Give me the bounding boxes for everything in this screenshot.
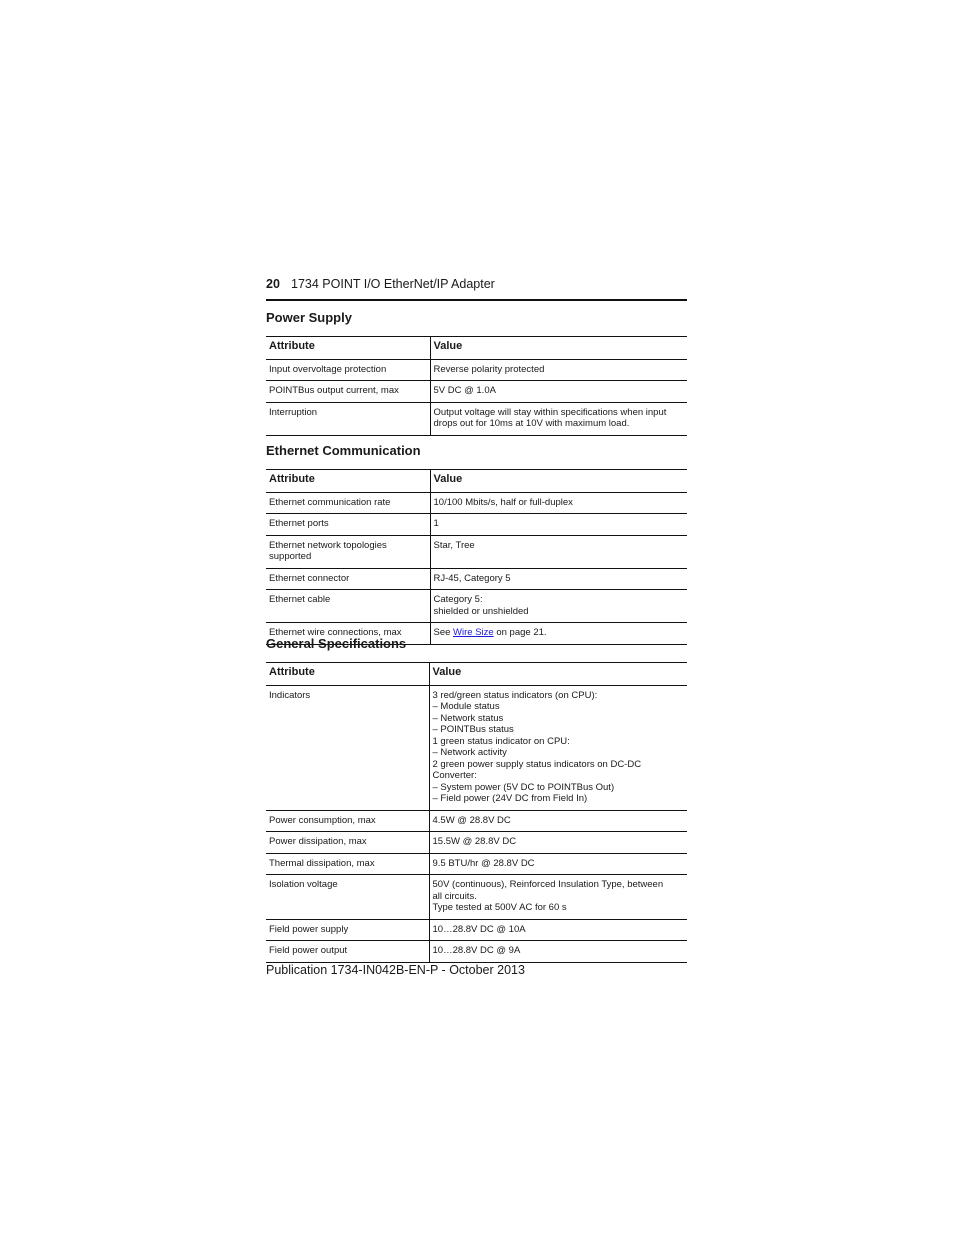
attribute-cell: Ethernet wire connections, max bbox=[266, 623, 430, 645]
ethernet-table bbox=[266, 469, 687, 645]
table-row bbox=[266, 514, 687, 536]
value-line: all circuits. bbox=[432, 890, 477, 902]
attribute-cell: Ethernet communication rate bbox=[266, 492, 430, 514]
attribute-cell: Ethernet connector bbox=[266, 568, 430, 590]
value-cell: 1 bbox=[430, 514, 687, 536]
table-header-row bbox=[266, 470, 687, 493]
attribute-cell: POINTBus output current, max bbox=[266, 381, 430, 403]
section-title-power-supply: Power Supply bbox=[266, 310, 352, 325]
table-row bbox=[266, 381, 687, 403]
value-cell bbox=[430, 623, 687, 645]
value-cell: 10/100 Mbits/s, half or full-duplex bbox=[430, 492, 687, 514]
value-cell: 4.5W @ 28.8V DC bbox=[429, 810, 687, 832]
general-specifications-table bbox=[266, 662, 687, 963]
power-supply-table bbox=[266, 336, 687, 436]
value-line: – System power (5V DC to POINTBus Out) bbox=[432, 781, 615, 793]
attribute-cell: Power dissipation, max bbox=[266, 832, 429, 854]
table-row bbox=[266, 853, 687, 875]
value-prefix: See bbox=[433, 627, 454, 638]
section-title-ethernet-communication: Ethernet Communication bbox=[266, 443, 421, 458]
table-row bbox=[266, 535, 687, 568]
value-cell: 10…28.8V DC @ 9A bbox=[429, 941, 687, 963]
attribute-cell: Indicators bbox=[266, 685, 429, 810]
attribute-cell: Field power supply bbox=[266, 919, 429, 941]
table-row bbox=[266, 832, 687, 854]
attribute-cell: Field power output bbox=[266, 941, 429, 963]
attribute-cell: Ethernet ports bbox=[266, 514, 430, 536]
table-row bbox=[266, 492, 687, 514]
table-header-row bbox=[266, 337, 687, 360]
value-line: – Module status bbox=[432, 701, 500, 712]
value-cell bbox=[429, 875, 687, 920]
table-row bbox=[266, 941, 687, 963]
value-line: – Field power (24V DC from Field In) bbox=[432, 793, 588, 804]
attribute-cell: Interruption bbox=[266, 402, 430, 435]
attribute-cell: Isolation voltage bbox=[266, 875, 429, 920]
column-header-value: Value bbox=[430, 337, 687, 360]
attribute-cell: Power consumption, max bbox=[266, 810, 429, 832]
column-header-value: Value bbox=[430, 470, 687, 493]
value-cell: Reverse polarity protected bbox=[430, 359, 687, 381]
value-line: shielded or unshielded bbox=[433, 605, 529, 617]
value-line: Category 5: bbox=[433, 594, 483, 605]
page-header bbox=[266, 275, 687, 301]
table-row bbox=[266, 568, 687, 590]
value-line: – Network status bbox=[432, 712, 504, 724]
value-cell: 5V DC @ 1.0A bbox=[430, 381, 687, 403]
value-line: 3 red/green status indicators (on CPU): bbox=[432, 689, 598, 701]
attribute-cell: Ethernet network topologies supported bbox=[266, 535, 430, 568]
attribute-cell: Ethernet cable bbox=[266, 590, 430, 623]
value-line: – Network activity bbox=[432, 747, 507, 758]
value-line: 50V (continuous), Reinforced Insulation Type, between bbox=[432, 879, 664, 890]
value-cell bbox=[429, 685, 687, 810]
table-row bbox=[266, 590, 687, 623]
column-header-value: Value bbox=[429, 663, 687, 686]
document-title: 1734 POINT I/O EtherNet/IP Adapter bbox=[291, 277, 495, 291]
table-row bbox=[266, 685, 687, 810]
value-cell: 9.5 BTU/hr @ 28.8V DC bbox=[429, 853, 687, 875]
value-cell: 10…28.8V DC @ 10A bbox=[429, 919, 687, 941]
table-row bbox=[266, 875, 687, 920]
value-suffix: on page 21. bbox=[493, 627, 547, 638]
table-row bbox=[266, 810, 687, 832]
table-header-row bbox=[266, 663, 687, 686]
value-line: Type tested at 500V AC for 60 s bbox=[432, 902, 567, 913]
value-cell: Star, Tree bbox=[430, 535, 687, 568]
column-header-attribute: Attribute bbox=[266, 663, 429, 686]
attribute-cell: Thermal dissipation, max bbox=[266, 853, 429, 875]
value-line: 1 green status indicator on CPU: bbox=[432, 735, 570, 747]
page-number: 20 bbox=[266, 277, 280, 291]
value-cell: 15.5W @ 28.8V DC bbox=[429, 832, 687, 854]
column-header-attribute: Attribute bbox=[266, 337, 430, 360]
column-header-attribute: Attribute bbox=[266, 470, 430, 493]
value-cell: Output voltage will stay within specifications when input drops out for 10ms at 10V with maximum load. bbox=[430, 402, 687, 435]
table-row bbox=[266, 402, 687, 435]
value-line: – POINTBus status bbox=[432, 724, 514, 735]
table-row bbox=[266, 359, 687, 381]
wire-size-link[interactable]: Wire Size bbox=[453, 627, 494, 638]
value-line: 2 green power supply status indicators on DC-DC Converter: bbox=[432, 758, 642, 781]
publication-footer: Publication 1734-IN042B-EN-P - October 2013 bbox=[266, 963, 525, 977]
value-cell bbox=[430, 590, 687, 623]
attribute-cell: Input overvoltage protection bbox=[266, 359, 430, 381]
section-title-general-specifications: General Specifications bbox=[266, 636, 407, 651]
table-row bbox=[266, 919, 687, 941]
value-cell: RJ-45, Category 5 bbox=[430, 568, 687, 590]
